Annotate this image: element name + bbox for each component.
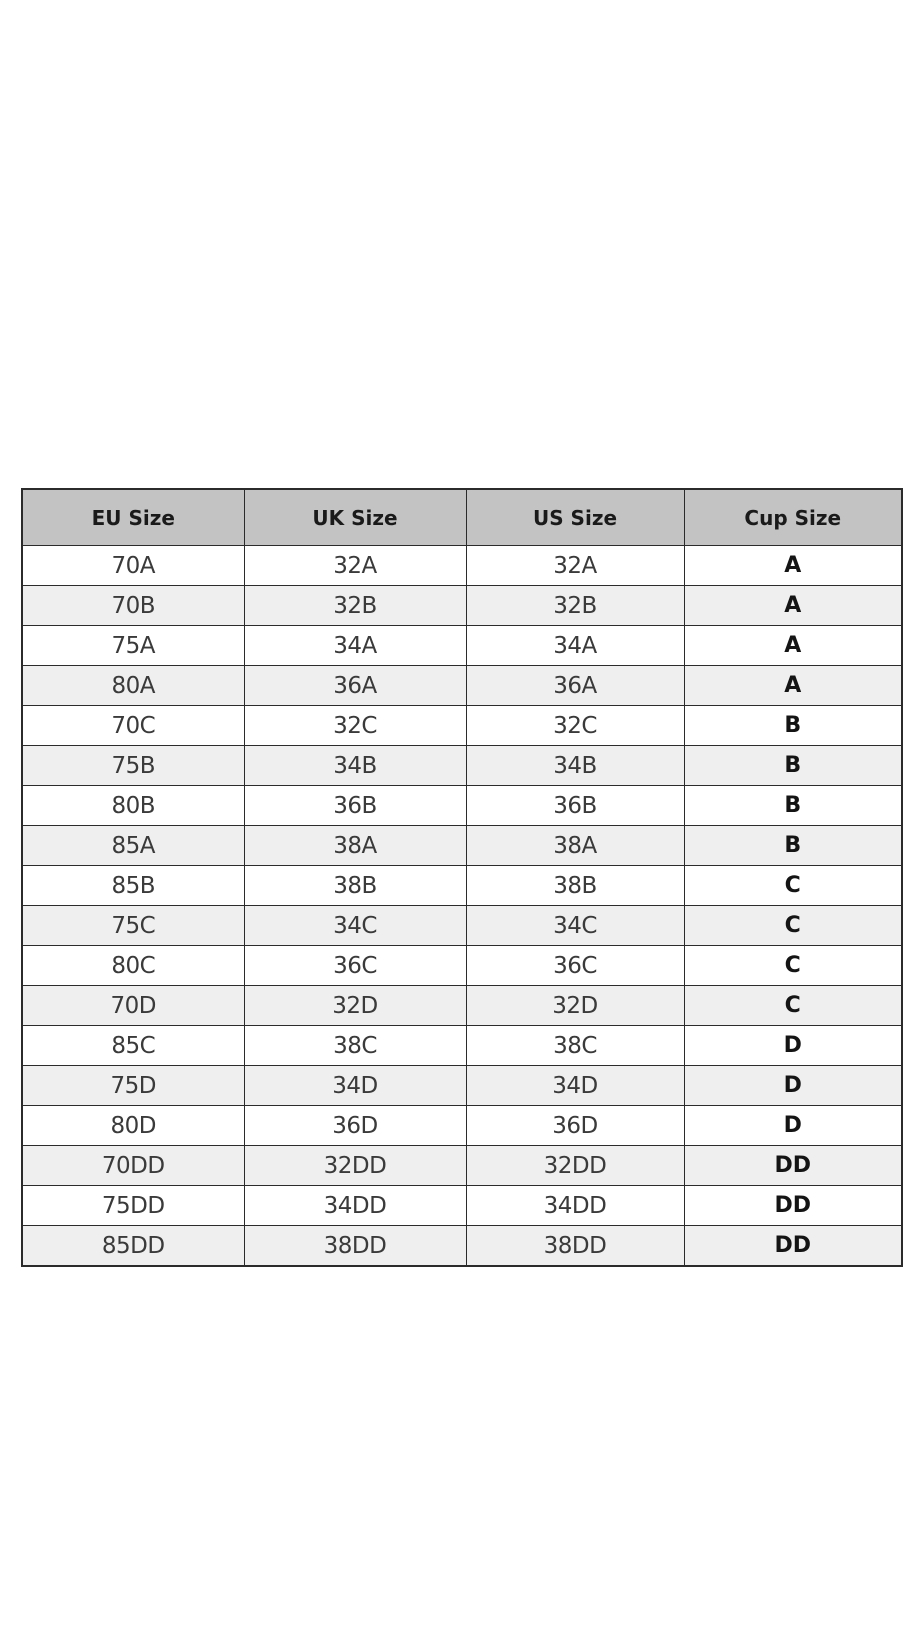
uk-size-cell: 38C bbox=[244, 1026, 466, 1066]
table-row bbox=[22, 666, 902, 706]
eu-size-cell: 85A bbox=[22, 826, 244, 866]
uk-size-cell: 34DD bbox=[244, 1186, 466, 1226]
uk-size-cell: 36B bbox=[244, 786, 466, 826]
us-size-cell: 36D bbox=[466, 1106, 684, 1146]
us-size-cell: 36C bbox=[466, 946, 684, 986]
cup-size-cell: B bbox=[684, 706, 902, 746]
us-size-cell: 34B bbox=[466, 746, 684, 786]
us-size-cell: 38DD bbox=[466, 1226, 684, 1267]
header-uk-size: UK Size bbox=[244, 489, 466, 546]
uk-size-cell: 32A bbox=[244, 546, 466, 586]
cup-size-cell: A bbox=[684, 586, 902, 626]
table-row bbox=[22, 1066, 902, 1106]
us-size-cell: 32B bbox=[466, 586, 684, 626]
header-row bbox=[22, 489, 902, 546]
cup-size-cell: C bbox=[684, 986, 902, 1026]
eu-size-cell: 80B bbox=[22, 786, 244, 826]
us-size-cell: 32D bbox=[466, 986, 684, 1026]
eu-size-cell: 70A bbox=[22, 546, 244, 586]
cup-size-cell: DD bbox=[684, 1226, 902, 1267]
header-cup-size: Cup Size bbox=[684, 489, 902, 546]
us-size-cell: 38C bbox=[466, 1026, 684, 1066]
eu-size-cell: 75DD bbox=[22, 1186, 244, 1226]
size-chart-table bbox=[21, 488, 903, 1267]
uk-size-cell: 38A bbox=[244, 826, 466, 866]
cup-size-cell: B bbox=[684, 786, 902, 826]
cup-size-cell: D bbox=[684, 1106, 902, 1146]
uk-size-cell: 38B bbox=[244, 866, 466, 906]
us-size-cell: 32A bbox=[466, 546, 684, 586]
cup-size-cell: D bbox=[684, 1066, 902, 1106]
table-row bbox=[22, 946, 902, 986]
us-size-cell: 38B bbox=[466, 866, 684, 906]
cup-size-cell: A bbox=[684, 626, 902, 666]
cup-size-cell: B bbox=[684, 746, 902, 786]
table-row bbox=[22, 706, 902, 746]
table-row bbox=[22, 746, 902, 786]
eu-size-cell: 70B bbox=[22, 586, 244, 626]
us-size-cell: 32DD bbox=[466, 1146, 684, 1186]
cup-size-cell: DD bbox=[684, 1186, 902, 1226]
size-chart-header bbox=[22, 489, 902, 546]
eu-size-cell: 75D bbox=[22, 1066, 244, 1106]
uk-size-cell: 34C bbox=[244, 906, 466, 946]
table-row bbox=[22, 626, 902, 666]
table-row bbox=[22, 586, 902, 626]
cup-size-cell: C bbox=[684, 866, 902, 906]
cup-size-cell: A bbox=[684, 546, 902, 586]
eu-size-cell: 80C bbox=[22, 946, 244, 986]
eu-size-cell: 75B bbox=[22, 746, 244, 786]
us-size-cell: 34C bbox=[466, 906, 684, 946]
table-row bbox=[22, 1106, 902, 1146]
eu-size-cell: 70D bbox=[22, 986, 244, 1026]
uk-size-cell: 32B bbox=[244, 586, 466, 626]
uk-size-cell: 38DD bbox=[244, 1226, 466, 1267]
cup-size-cell: A bbox=[684, 666, 902, 706]
uk-size-cell: 32DD bbox=[244, 1146, 466, 1186]
us-size-cell: 34D bbox=[466, 1066, 684, 1106]
header-us-size: US Size bbox=[466, 489, 684, 546]
cup-size-cell: DD bbox=[684, 1146, 902, 1186]
us-size-cell: 38A bbox=[466, 826, 684, 866]
table-row bbox=[22, 1226, 902, 1267]
table-row bbox=[22, 826, 902, 866]
table-row bbox=[22, 986, 902, 1026]
table-row bbox=[22, 906, 902, 946]
uk-size-cell: 32C bbox=[244, 706, 466, 746]
table-row bbox=[22, 1026, 902, 1066]
cup-size-cell: B bbox=[684, 826, 902, 866]
eu-size-cell: 85B bbox=[22, 866, 244, 906]
header-eu-size: EU Size bbox=[22, 489, 244, 546]
eu-size-cell: 80D bbox=[22, 1106, 244, 1146]
table-row bbox=[22, 866, 902, 906]
eu-size-cell: 70C bbox=[22, 706, 244, 746]
uk-size-cell: 34B bbox=[244, 746, 466, 786]
eu-size-cell: 80A bbox=[22, 666, 244, 706]
us-size-cell: 34A bbox=[466, 626, 684, 666]
size-chart-body bbox=[22, 546, 902, 1267]
us-size-cell: 36A bbox=[466, 666, 684, 706]
uk-size-cell: 36C bbox=[244, 946, 466, 986]
table-row bbox=[22, 786, 902, 826]
table-row bbox=[22, 1186, 902, 1226]
uk-size-cell: 32D bbox=[244, 986, 466, 1026]
eu-size-cell: 70DD bbox=[22, 1146, 244, 1186]
table-row bbox=[22, 1146, 902, 1186]
uk-size-cell: 34A bbox=[244, 626, 466, 666]
uk-size-cell: 36A bbox=[244, 666, 466, 706]
uk-size-cell: 34D bbox=[244, 1066, 466, 1106]
eu-size-cell: 85DD bbox=[22, 1226, 244, 1267]
cup-size-cell: D bbox=[684, 1026, 902, 1066]
us-size-cell: 32C bbox=[466, 706, 684, 746]
uk-size-cell: 36D bbox=[244, 1106, 466, 1146]
cup-size-cell: C bbox=[684, 906, 902, 946]
us-size-cell: 36B bbox=[466, 786, 684, 826]
table-row bbox=[22, 546, 902, 586]
eu-size-cell: 75C bbox=[22, 906, 244, 946]
eu-size-cell: 85C bbox=[22, 1026, 244, 1066]
cup-size-cell: C bbox=[684, 946, 902, 986]
us-size-cell: 34DD bbox=[466, 1186, 684, 1226]
eu-size-cell: 75A bbox=[22, 626, 244, 666]
